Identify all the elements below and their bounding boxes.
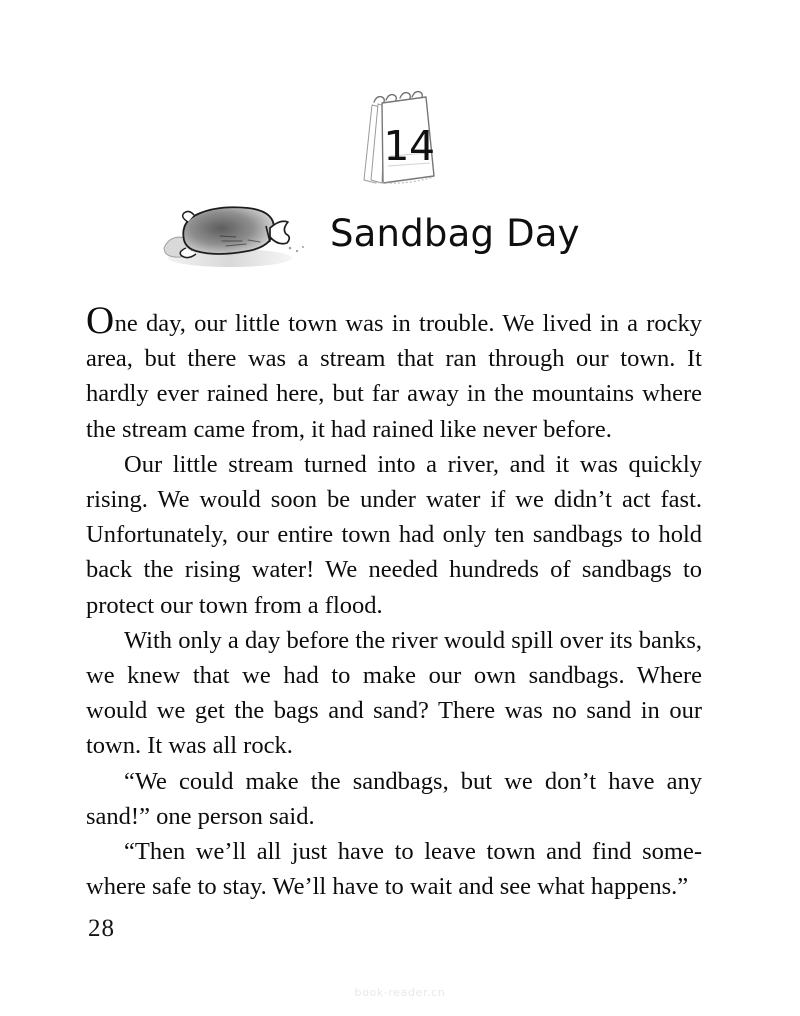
chapter-header [0, 0, 800, 255]
body-paragraph [86, 623, 702, 764]
chapter-title: Sandbag Day [330, 212, 580, 255]
body-paragraph [86, 834, 702, 904]
body-paragraph-text: ne day, our little town was in trouble. We lived in a rocky area, but there was a stream that ran through our town. It hardly ever rained here, but far away in the mountains where the stream came from, it had rained like never before. [86, 310, 702, 443]
sandbag-illustration [158, 196, 308, 270]
body-paragraph [86, 299, 702, 447]
chapter-body [86, 299, 702, 904]
page-number: 28 [88, 915, 115, 942]
initial-capital: O [86, 299, 115, 342]
body-paragraph [86, 764, 702, 834]
body-paragraph-text: “We could make the sandbags, but we don’t have any sand!” one person said. [86, 767, 702, 830]
body-paragraph-text: With only a day before the river would spill over its banks, we knew that we had to make our own sandbags. Where would we get the bags and sand? There was no sand in our town. It was all rock. [86, 626, 702, 760]
desk-calendar-icon [352, 88, 456, 188]
chapter-number: 14 [383, 122, 435, 170]
body-paragraph-text: Our little stream turned into a river, and it was quickly rising. We would soon be under water if we didn’t act fast. Unfortunately, our entire town had only ten sandbags to hold back the rising water! We needed hundreds of sandbags to protect our town from a flood. [86, 450, 702, 619]
body-paragraph-text: “Then we’ll all just have to leave town and find somewhere safe to stay. We’ll have to wait and see what happens.” [86, 838, 702, 901]
site-watermark: book-reader.cn [354, 986, 446, 999]
body-paragraph [86, 447, 702, 623]
